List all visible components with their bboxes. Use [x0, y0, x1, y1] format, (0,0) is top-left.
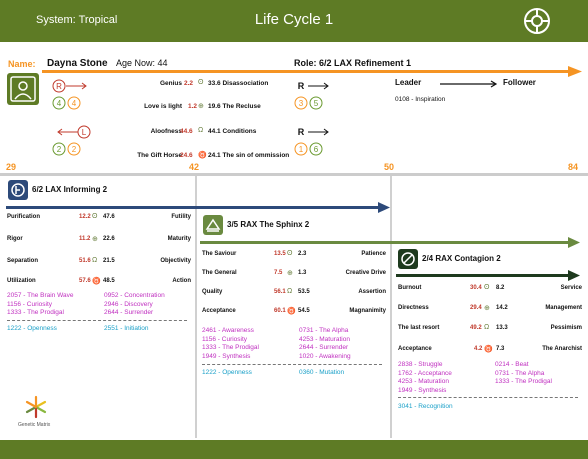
section-line-dark [396, 274, 572, 277]
svg-text:R: R [297, 127, 305, 137]
dashed-divider [202, 364, 382, 365]
genetic-matrix-logo-icon [24, 395, 48, 419]
section-rows [398, 285, 582, 366]
role-label: Role: 6/2 LAX Refinement 1 [294, 58, 412, 68]
header-bar [0, 0, 588, 42]
svg-text:4: 4 [56, 99, 62, 108]
dashed-divider [7, 320, 187, 321]
profile-name: Dayna Stone [47, 58, 108, 69]
section-title: 2/4 RAX Contagion 2 [422, 254, 501, 263]
gate-row: Genius 2.2 ʘ 33.6 Disassociation [159, 79, 269, 87]
system-label: System: Tropical [36, 14, 118, 26]
glyph-left-2 [52, 124, 92, 159]
pink-list-a: 2461 - Awareness 1156 - Curiosity 1333 - The Prodigal 1949 - Synthesis [202, 327, 259, 360]
glyph-right-2 [294, 124, 334, 159]
cyan-item: 1222 - Openness [7, 325, 57, 332]
svg-text:5: 5 [313, 99, 319, 108]
arrow-head-navy [378, 202, 390, 213]
svg-text:4: 4 [71, 99, 77, 108]
row-item: Burnout 30.4 ʘ 8.2 Service [398, 284, 582, 291]
row-item: Acceptance 4.2 ♉ 7.3 The Anarchist [398, 346, 582, 353]
row-item: The last resort 49.2 Ω 13.3 Pessimism [398, 324, 582, 331]
arrow-head-olive [568, 237, 580, 248]
svg-text:1: 1 [298, 145, 304, 154]
brand-logo-icon[interactable] [524, 8, 550, 34]
svg-text:L: L [81, 128, 87, 137]
row-item: The Saviour 13.5 ʘ 2.3 Patience [202, 250, 386, 257]
gate-row: Love is light 1.2 ⊕ 19.6 The Recluse [144, 103, 261, 110]
pink-list-b: 0214 - Beat 0731 - The Alpha 1333 - The Prodigal [495, 361, 552, 385]
age-now: Age Now: 44 [116, 58, 168, 68]
avatar[interactable] [7, 73, 39, 105]
age-tick: 29 [6, 162, 17, 172]
gate-row: The Gift Horse 24.6 ♉ 24.1 The sin of ommission [137, 152, 290, 159]
row-item: Acceptance 60.1 ♉ 54.5 Magnanimity [202, 308, 386, 315]
cyan-item: 1222 - Openness [202, 369, 252, 376]
row-item: Rigor 11.2 ⊕ 22.6 Maturity [7, 236, 191, 243]
footer-bar [0, 440, 588, 459]
section-title: 6/2 LAX Informing 2 [32, 185, 108, 194]
row-item: Quality 56.1 Ω 53.5 Assertion [202, 288, 386, 295]
arrow-head-dark [568, 270, 580, 281]
svg-text:3: 3 [298, 99, 304, 108]
section-rows [202, 251, 386, 327]
column-divider [195, 176, 197, 438]
svg-text:6: 6 [313, 145, 319, 154]
inspiration-label: 0108 - Inspiration [395, 96, 446, 103]
section-icon-informing [8, 180, 28, 200]
age-tick: 84 [568, 162, 579, 172]
section-line-navy [6, 206, 382, 209]
pink-list-b: 0952 - Concentration 2946 - Discovery 2644 - Surrender [104, 292, 165, 316]
cyan-item: 2551 - Initiation [104, 325, 149, 332]
age-tick: 50 [384, 162, 395, 172]
row-item: Purification 12.2 ʘ 47.6 Futility [7, 213, 191, 220]
section-icon-sphinx [203, 215, 223, 235]
svg-text:2: 2 [71, 145, 77, 154]
column-divider [390, 176, 392, 438]
row-item: Utilization 57.6 ♉ 48.5 Action [7, 278, 191, 285]
name-label: Name: [8, 59, 36, 69]
glyph-letter: R [56, 82, 62, 91]
leader-follower-arrow [440, 80, 500, 88]
dashed-divider [398, 397, 578, 398]
timeline-arrow-head [568, 66, 582, 77]
section-rows [7, 214, 191, 298]
cyan-item: 3041 - Recognition [398, 403, 453, 410]
pink-list-b: 0731 - The Alpha 4253 - Maturation 2644 - Surrender 1020 - Awakening [299, 327, 351, 360]
timeline-main-line [42, 70, 572, 73]
gate-row: Aloofness 44.6 Ω 44.1 Conditions [150, 127, 257, 135]
glyph-left-1 [52, 78, 92, 113]
follower-label: Follower [503, 78, 536, 87]
pink-list-a: 2838 - Struggle 1762 - Acceptance 4253 - Maturation 1949 - Synthesis [398, 361, 452, 394]
brand-label: Genetic Matrix [18, 422, 51, 428]
cyan-item: 0360 - Mutation [299, 369, 345, 376]
pink-list-a: 2057 - The Brain Wave 1156 - Curiosity 1333 - The Prodigal [7, 292, 74, 316]
person-icon [7, 73, 39, 105]
svg-text:2: 2 [56, 145, 62, 154]
row-item: Separation 51.6 Ω 21.5 Objectivity [7, 257, 191, 264]
age-axis-divider [0, 173, 588, 176]
section-line-olive [200, 241, 572, 244]
section-title: 3/5 RAX The Sphinx 2 [227, 220, 310, 229]
svg-text:R: R [297, 81, 305, 91]
page-title: Life Cycle 1 [254, 11, 334, 28]
glyph-right-1 [294, 78, 334, 113]
gates-list [100, 80, 290, 172]
row-item: Directness 29.4 ⊕ 14.2 Management [398, 305, 582, 312]
age-tick: 42 [189, 162, 200, 172]
row-item: The General 7.5 ⊕ 1.3 Creative Drive [202, 270, 386, 277]
section-icon-contagion [398, 249, 418, 269]
leader-label: Leader [395, 78, 422, 87]
